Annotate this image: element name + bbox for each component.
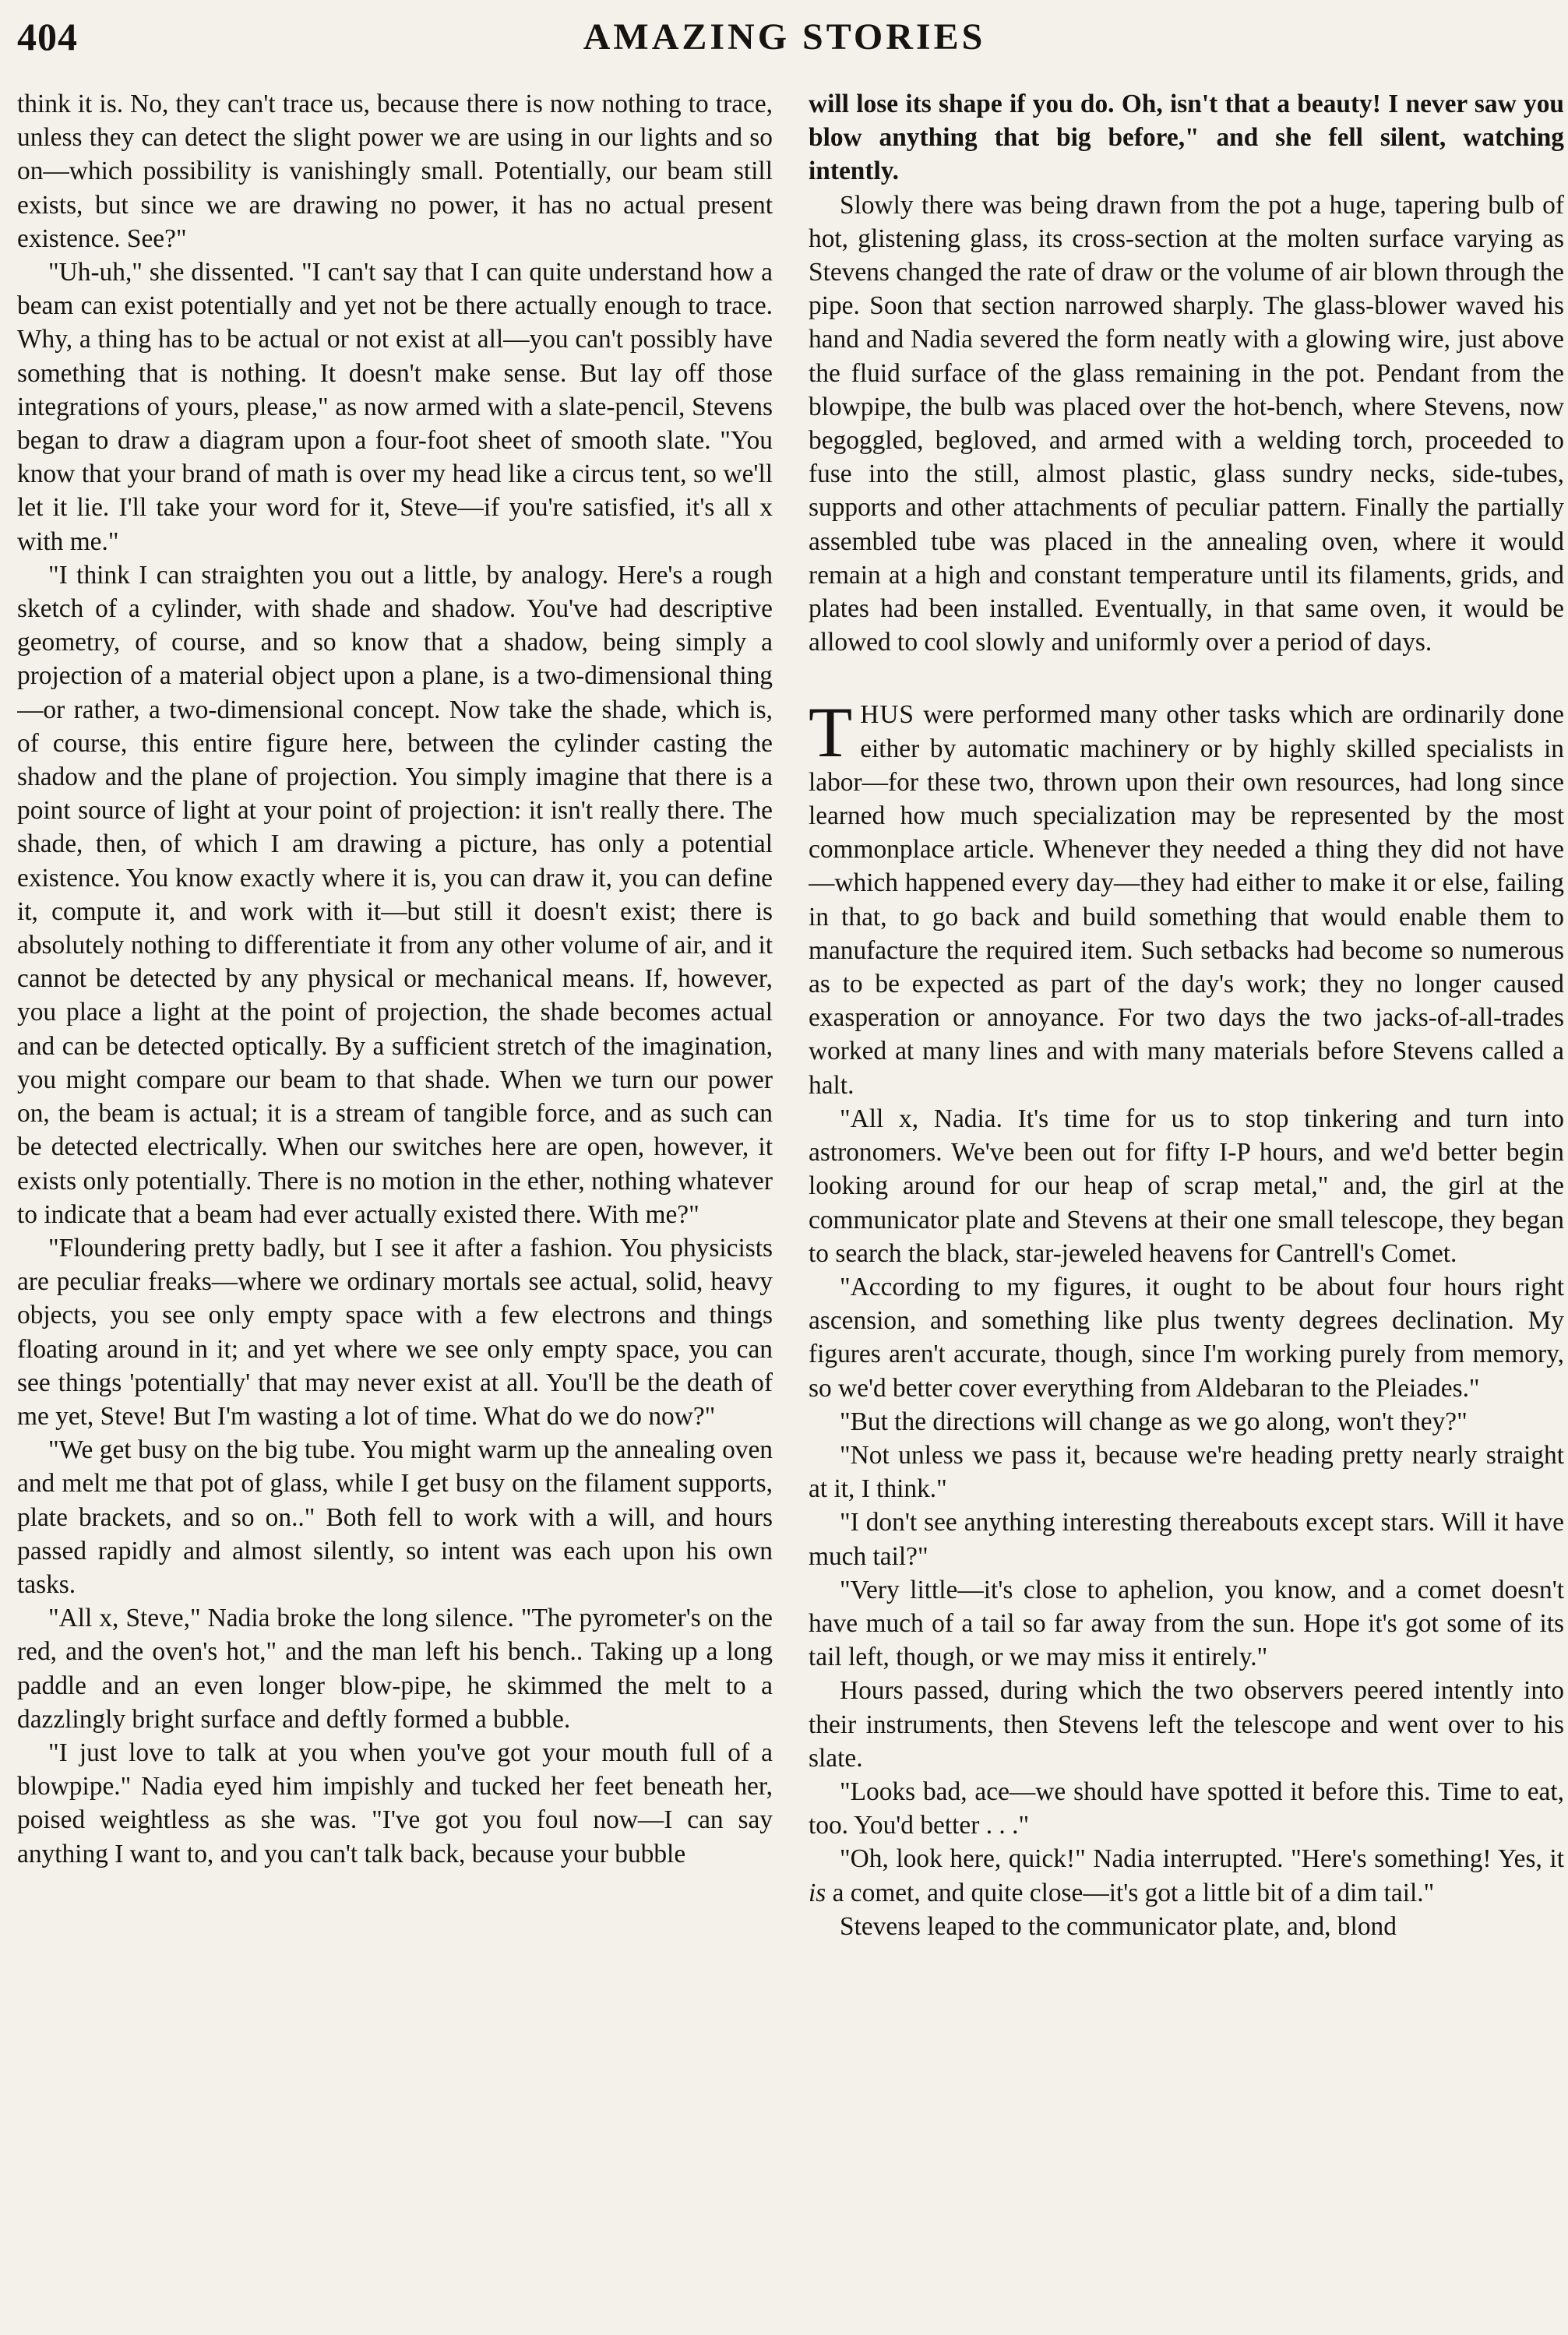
paragraph-text: were performed many other tasks which are ordinarily done either by automatic machinery or by highly skilled specialists in labor—for these two, thrown upon their own resources, had long since learned how much specialization may be represented by the most commonplace article. Whenever they needed a thing they did not have—which happened every day—they had either to make it or else, failing in that, to go back and build something that would enable them to manufacture the required item. Such setbacks had become so numerous as to be expected as part of the day's work; they no longer caused exasperation or annoyance. For two days the two jacks-of-all-trades worked at many lines and with many materials before Stevens called a halt.: [809, 700, 1564, 1100]
magazine-title: AMAZING STORIES: [583, 16, 986, 58]
emphasis: is: [809, 1878, 826, 1907]
paragraph: "All x, Steve," Nadia broke the long silence. "The pyrometer's on the red, and the oven's hot," and the man left his bench.. Taking up a long paddle and an even longer blow-pipe, he skimmed the melt to a dazzlingly bright surface and deftly formed a bubble.: [17, 1604, 773, 1734]
paragraph: "But the directions will change as we go along, won't they?": [840, 1407, 1468, 1436]
paragraph: "I think I can straighten you out a little, by analogy. Here's a rough sketch of a cylinder, with shade and shadow. You've had descriptive geometry, of course, and so know that a shadow, being simply a projection of a material object upon a plane, is a two-dimensional thing—or rather, a two-dimensional concept. Now take the shade, which is, of course, this entire figure here, between the cylinder casting the shadow and the plane of projection. You simply imagine that there is a point source of light at your point of projection: it isn't really there. The shade, then, of which I am drawing a picture, has only a potential existence. You know exactly where it is, you can draw it, you can define it, compute it, and work with it—but still it doesn't exist; there is absolutely nothing to differentiate it from any other volume of air, and it cannot be detected by any physical or mechanical means. If, however, you place a light at the point of projection, the shade becomes actual and can be detected optically. By a sufficient stretch of the imagination, you might compare our beam to that shade. When we turn our power on, the beam is actual; it is a stream of tangible force, and as such can be detected electrically. When our switches here are open, however, it exists only potentially. There is no motion in the ether, nothing whatever to indicate that a beam had ever actually existed there. With me?": [17, 560, 773, 1229]
section-start-paragraph: [809, 692, 1564, 1101]
paragraph: Hours passed, during which the two observers peered intently into their instruments, then Stevens left the telescope and went over to his slate.: [809, 1676, 1564, 1773]
paragraph: "I don't see anything interesting thereabouts except stars. Will it have much tail?": [809, 1508, 1564, 1571]
page-header: [17, 11, 1552, 67]
page-number: 404: [17, 15, 78, 58]
paragraph: "We get busy on the big tube. You might warm up the annealing oven and melt me that pot of glass, while I get busy on the filament supports, plate brackets, and so on.." Both fell to work with a will, and hours passed rapidly and almost silently, so intent was each upon his own tasks.: [17, 1435, 773, 1599]
paragraph: "Looks bad, ace—we should have spotted it before this. Time to eat, too. You'd better . . .": [809, 1777, 1564, 1840]
drop-cap: T: [809, 692, 853, 773]
paragraph: [809, 1842, 1564, 1909]
paragraph-text: "Oh, look here, quick!" Nadia interrupted. "Here's something! Yes, it: [840, 1844, 1564, 1874]
paragraph: "All x, Nadia. It's time for us to stop tinkering and turn into astronomers. We've been out for fifty I-P hours, and we'd better begin looking around for our heap of scrap metal," and, the girl at the communicator plate and Stevens at their one small telescope, they began to search the black, star-jeweled heavens for Cantrell's Comet.: [809, 1104, 1564, 1268]
paragraph: "Not unless we pass it, because we're heading pretty nearly straight at it, I think.": [809, 1440, 1564, 1504]
paragraph: think it is. No, they can't trace us, because there is now nothing to trace, unless they can detect the slight power we are using in our lights and so on—which possibility is vanishingly small. Potentially, our beam still exists, but since we are drawing no power, it has no actual present existence. See?": [17, 90, 773, 253]
paragraph: "According to my figures, it ought to be about four hours right ascension, and something like plus twenty degrees declination. My figures aren't accurate, though, since I'm working purely from memory, so we'd better cover everything from Aldebaran to the Pleiades.": [809, 1272, 1564, 1403]
paragraph: "I just love to talk at you when you've got your mouth full of a blowpipe." Nadia eyed him impishly and tucked her feet beneath her, poised weightless as she was. "I've got you foul now—I can say anything I want to, and you can't talk back, because your bubble: [17, 1738, 773, 1868]
paragraph: will lose its shape if you do. Oh, isn't that a beauty! I never saw you blow anything that big before," and she fell silent, watching intently.: [809, 90, 1564, 186]
left-column: [17, 87, 773, 2327]
paragraph: Slowly there was being drawn from the pot a huge, tapering bulb of hot, glistening glass, its cross-section at the molten surface varying as Stevens changed the rate of draw or the volume of air blown through the pipe. Soon that section narrowed sharply. The glass-blower waved his hand and Nadia severed the form neatly with a glowing wire, just above the fluid surface of the glass remaining in the pot. Pendant from the blowpipe, the bulb was placed over the hot-bench, where Stevens, now begoggled, begloved, and armed with a welding torch, proceeded to fuse into the still, almost plastic, glass sundry necks, side-tubes, supports and other attachments of peculiar pattern. Finally the partially assembled tube was placed in the annealing oven, where it would remain at a high and constant temperature until its filaments, grids, and plates had been installed. Eventually, in that same oven, it would be allowed to cool slowly and uniformly over a period of days.: [809, 190, 1564, 657]
small-caps-lead: HUS: [860, 700, 915, 730]
paragraph: "Uh-uh," she dissented. "I can't say that I can quite understand how a beam can exist potentially and yet not be there actually enough to trace. Why, a thing has to be actual or not exist at all—you can't possibly have something that is nothing. It doesn't make sense. But lay off those integrations of yours, please," as now armed with a slate-pencil, Stevens began to draw a diagram upon a four-foot sheet of smooth slate. "You know that your brand of math is over my head like a circus tent, so we'll let it lie. I'll take your word for it, Steve—if you're satisfied, it's all x with me.": [17, 258, 773, 556]
paragraph-text: a comet, and quite close—it's got a little bit of a dim tail.": [826, 1878, 1435, 1907]
paragraph: "Very little—it's close to aphelion, you know, and a comet doesn't have much of a tail so far away from the sun. Hope it's got some of its tail left, though, or we may miss it entirely.": [809, 1575, 1564, 1672]
paragraph: "Floundering pretty badly, but I see it after a fashion. You physicists are peculiar freaks—where we ordinary mortals see actual, solid, heavy objects, you see only empty space with a few electrons and things floating around in it; and yet where we see only empty space, you can see things 'potentially' that may never exist at all. You'll be the death of me yet, Steve! But I'm wasting a lot of time. What do we do now?": [17, 1233, 773, 1431]
right-column: [809, 87, 1564, 2327]
paragraph: Stevens leaped to the communicator plate, and, blond: [840, 1911, 1397, 1941]
